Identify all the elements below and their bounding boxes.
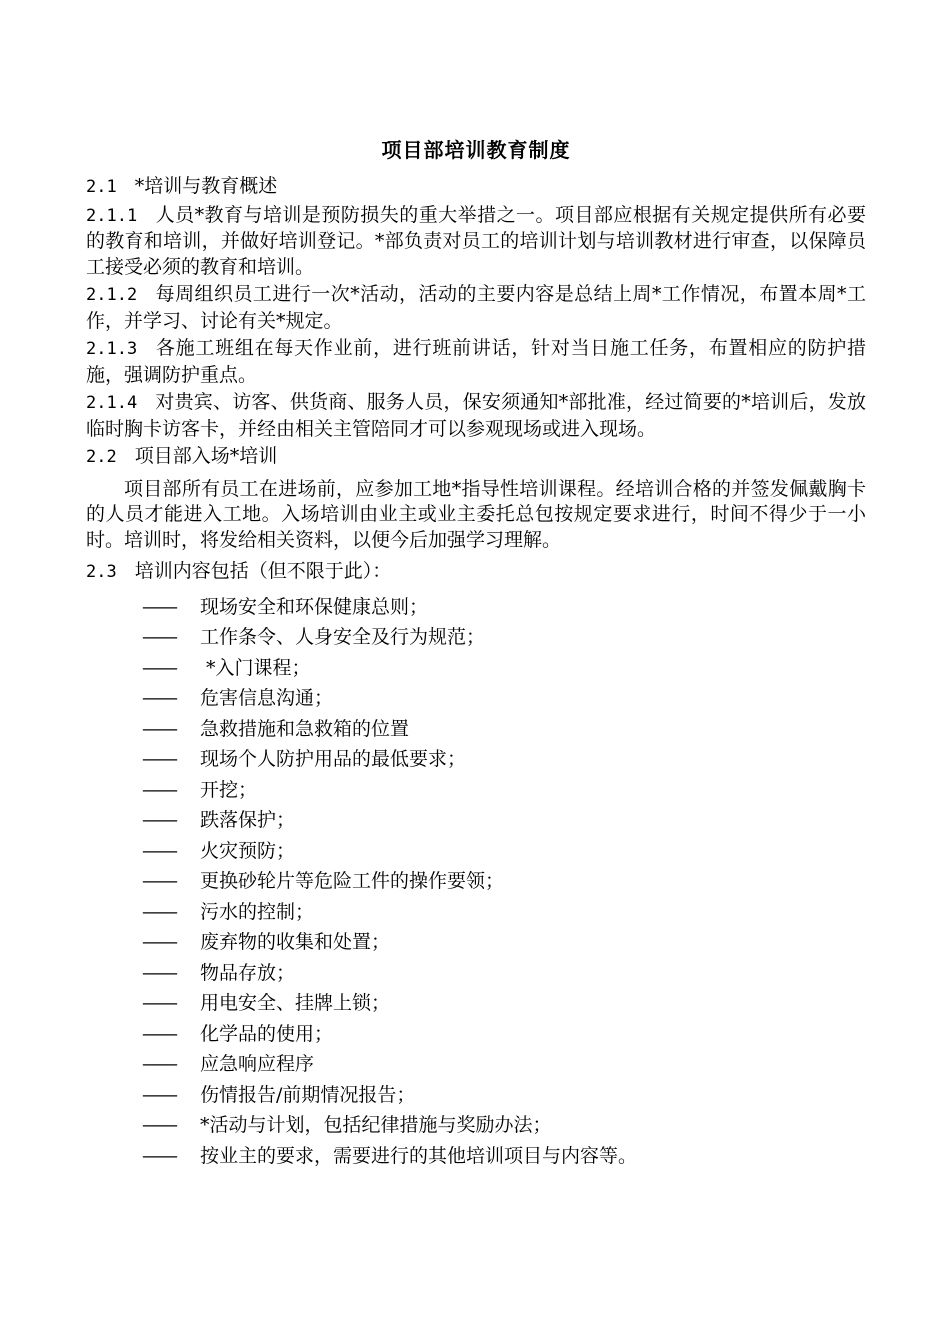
- list-item: [142, 836, 866, 867]
- dash-marker: ——: [142, 1053, 176, 1075]
- dash-marker: ——: [142, 1114, 176, 1136]
- section-number: 2.1.3: [86, 339, 138, 359]
- list-item-text: 污水的控制；: [200, 900, 315, 923]
- list-item: [142, 714, 866, 745]
- document-title: 项目部培训教育制度: [381, 138, 571, 162]
- dash-marker: ——: [142, 748, 176, 770]
- section-number: 2.1.4: [86, 393, 138, 413]
- list-item-text: 伤情报告/前期情况报告；: [200, 1083, 416, 1106]
- list-item: [142, 958, 866, 989]
- list-item: [142, 683, 866, 714]
- section-2-1-3: [86, 336, 866, 388]
- list-item-text: 按业主的要求，需要进行的其他培训项目与内容等。: [200, 1144, 638, 1167]
- section-text: 人员*教育与培训是预防损失的重大举措之一。项目部应根据有关规定提供所有必要的教育和培训，并做好培训登记。*部负责对员工的培训计划与培训教材进行审查，以保障员工接受必须的教育和培训。: [86, 203, 866, 278]
- dash-marker: ——: [142, 900, 176, 923]
- section-2-2-body: 项目部所有员工在进场前，应参加工地*指导性培训课程。经培训合格的并签发佩戴胸卡的人员才能进入工地。入场培训由业主或业主委托总包按规定要求进行，时间不得少于一小时。培训时，将发给相关资料，以便今后加强学习理解。: [86, 477, 866, 551]
- section-text: 对贵宾、访客、供货商、服务人员，保安须通知*部批准，经过简要的*培训后，发放临时胸卡访客卡，并经由相关主管陪同才可以参观现场或进入现场。: [86, 391, 866, 440]
- list-item: [142, 805, 866, 836]
- section-2-1: [86, 174, 866, 201]
- section-number: 2.1.2: [86, 285, 138, 305]
- list-item: [142, 988, 866, 1019]
- list-item: [142, 592, 866, 623]
- list-item-text: 火灾预防；: [200, 839, 296, 862]
- section-number: 2.2: [86, 447, 117, 467]
- list-item: [142, 1019, 866, 1050]
- list-item-text: 更换砂轮片等危险工件的操作要领；: [200, 870, 505, 892]
- dash-marker: ——: [142, 870, 176, 892]
- dash-marker: ——: [142, 931, 176, 953]
- list-item: [142, 622, 866, 653]
- list-item: [142, 1141, 866, 1172]
- dash-marker: ——: [142, 1022, 176, 1045]
- list-item-text: *入门课程；: [200, 656, 311, 679]
- dash-marker: ——: [142, 656, 176, 679]
- list-item-text: 用电安全、挂牌上锁；: [200, 992, 391, 1014]
- list-item: [142, 866, 866, 897]
- dash-marker: ——: [142, 992, 176, 1014]
- dash-marker: ——: [142, 1083, 176, 1106]
- section-text: 各施工班组在每天作业前，进行班前讲话，针对当日施工任务，布置相应的防护措施，强调防护重点。: [86, 337, 866, 386]
- list-item-text: 急救措施和急救箱的位置: [200, 717, 410, 740]
- list-item: [142, 1049, 866, 1080]
- dash-marker: ——: [142, 687, 176, 709]
- section-heading: 培训内容包括（但不限于此）：: [134, 560, 392, 582]
- section-heading: *培训与教育概述: [134, 175, 278, 197]
- list-item-text: 废弃物的收集和处置；: [200, 931, 391, 953]
- section-2-3: [86, 559, 866, 586]
- section-number: 2.1: [86, 177, 117, 197]
- list-item: [142, 927, 866, 958]
- section-heading: 项目部入场*培训: [134, 445, 278, 467]
- dash-marker: ——: [142, 809, 176, 831]
- list-item-text: 化学品的使用；: [200, 1022, 334, 1045]
- dash-marker: ——: [142, 626, 176, 648]
- list-item-text: 应急响应程序: [200, 1053, 315, 1075]
- list-item-text: 跌落保护；: [200, 809, 296, 831]
- list-item-text: 工作条令、人身安全及行为规范；: [200, 626, 486, 648]
- training-content-list: [86, 592, 866, 1172]
- list-item-text: 现场个人防护用品的最低要求；: [200, 748, 467, 770]
- section-2-1-1: [86, 203, 866, 281]
- section-2-1-2: [86, 282, 866, 334]
- dash-marker: ——: [142, 1144, 176, 1167]
- list-item: [142, 744, 866, 775]
- dash-marker: ——: [142, 717, 176, 740]
- list-item-text: 开挖；: [200, 778, 258, 801]
- section-2-2: [86, 444, 866, 471]
- document-page: [86, 136, 866, 1171]
- section-number: 2.1.1: [86, 205, 138, 226]
- section-text: 每周组织员工进行一次*活动，活动的主要内容是总结上周*工作情况，布置本周*工作，并学习、讨论有关*规定。: [86, 283, 866, 332]
- dash-marker: ——: [142, 961, 176, 984]
- section-2-1-4: [86, 390, 866, 442]
- list-item-text: *活动与计划，包括纪律措施与奖励办法；: [200, 1114, 552, 1136]
- list-item: [142, 1110, 866, 1141]
- dash-marker: ——: [142, 595, 176, 618]
- list-item: [142, 775, 866, 806]
- list-item: [142, 653, 866, 684]
- section-number: 2.3: [86, 562, 117, 582]
- dash-marker: ——: [142, 778, 176, 801]
- list-item-text: 物品存放；: [200, 961, 296, 984]
- dash-marker: ——: [142, 839, 176, 862]
- list-item-text: 危害信息沟通；: [200, 687, 334, 709]
- list-item: [142, 897, 866, 928]
- list-item-text: 现场安全和环保健康总则；: [200, 595, 429, 618]
- list-item: [142, 1080, 866, 1111]
